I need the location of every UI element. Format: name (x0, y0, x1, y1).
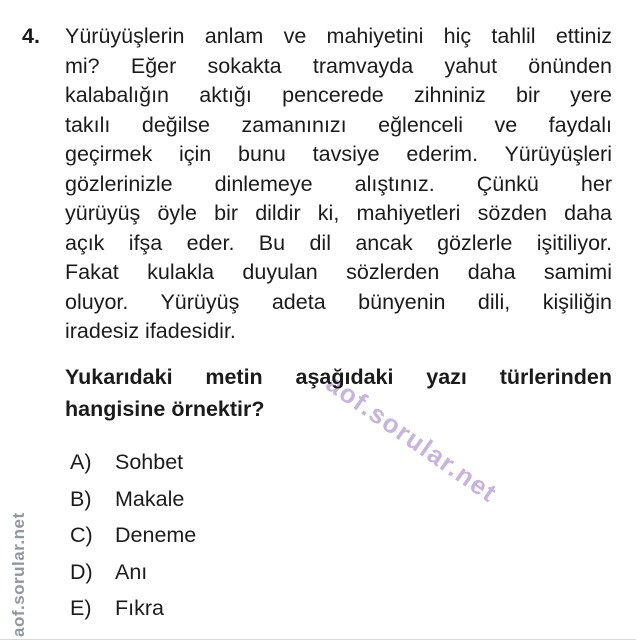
question-prompt-line2: hangisine örnektir? (65, 397, 265, 421)
paragraph-line: Fakat kulakla duyulan sözlerden daha samimi (65, 260, 612, 284)
option-d-letter: D) (70, 559, 93, 584)
paragraph-line: geçirmek için bunu tavsiye ederim. Yürüyüşleri (65, 142, 612, 166)
option-a-letter: A) (70, 450, 92, 474)
watermark-vertical: aof.sorular.net (9, 512, 28, 637)
option-e (70, 590, 490, 627)
paragraph-line: iradesiz ifadesidir. (65, 319, 236, 343)
option-c (70, 517, 490, 554)
option-b-letter: B) (70, 486, 92, 511)
option-a-label: Sohbet (115, 450, 184, 474)
question-block (22, 22, 612, 347)
option-d (70, 554, 490, 591)
paragraph-line: mi? Eğer sokakta tramvayda yahut önünden (65, 53, 612, 78)
question-paragraph (65, 22, 612, 347)
question-prompt (65, 361, 612, 425)
paragraph-line: takılı değilse zamanınızı eğlenceli ve faydalı (65, 112, 612, 137)
option-e-label: Fıkra (115, 596, 164, 620)
paragraph-line: oluyor. Yürüyüş adeta bünyenin dili, kişiliğin (65, 289, 612, 314)
option-c-label: Deneme (115, 523, 197, 547)
options-list (70, 444, 490, 627)
paragraph-line: yürüyüş öyle bir dildir ki, mahiyetleri sözden daha (65, 201, 612, 225)
option-b-label: Makale (115, 486, 185, 511)
option-d-label: Anı (115, 559, 148, 584)
question-number: 4. (22, 24, 40, 48)
option-e-letter: E) (70, 596, 92, 620)
paragraph-line: açık ifşa eder. Bu dil ancak gözlerle işitiliyor. (65, 230, 612, 255)
option-a (70, 444, 490, 481)
watermark-diagonal: aof.sorular.net (320, 368, 504, 509)
paragraph-line: gözlerinizle dinlemeye alıştınız. Çünkü her (65, 171, 612, 196)
question-prompt-line1: Yukarıdaki metin aşağıdaki yazı türlerinden (65, 365, 612, 389)
option-c-letter: C) (70, 523, 93, 547)
option-b (70, 481, 490, 518)
paragraph-line: Yürüyüşlerin anlam ve mahiyetini hiç tahlil ettiniz (65, 24, 612, 48)
paragraph-line: kalabalığın aktığı pencerede zihniniz bir yere (65, 83, 612, 107)
